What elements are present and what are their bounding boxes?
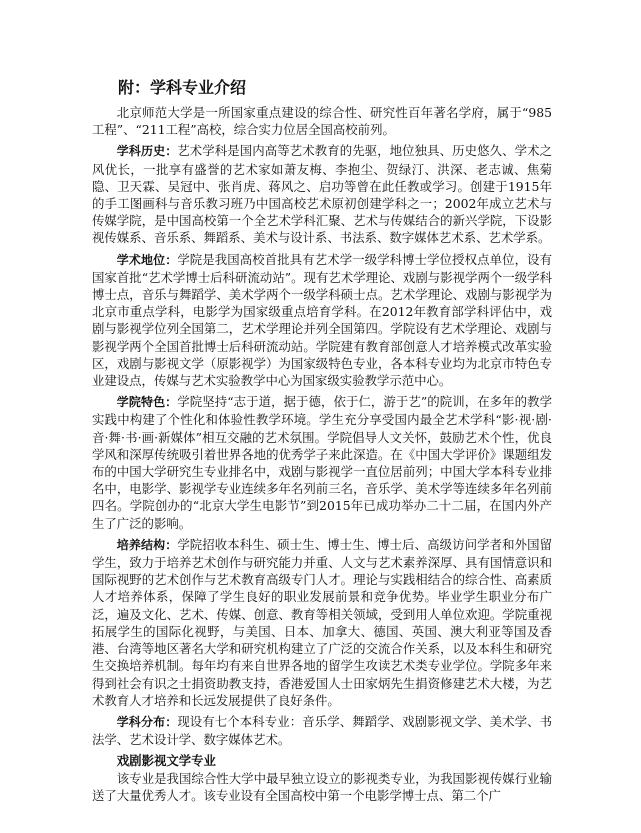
section-structure (92, 536, 552, 709)
document-body (92, 104, 552, 804)
section-text: 学院是我国高校首批具有艺术学一级学科博士学位授权点单位，设有国家首批“艺术学博士后科研流动站”。现有艺术学理论、戏剧与影视学两个一级学科博士点，音乐与舞蹈学、美术学两个一级学科硕士点。艺术学理论、戏剧与影视学为北京市重点学科，电影学为国家级重点培育学科。在2012年教育部学科评估中，戏剧与影视学位列全国第二，艺术学理论并列全国第四。学院设有艺术学理论、戏剧与影视学两个全国首批博士后科研流动站。学院建有教育部创意人才培养模式改革实验区，戏剧与影视文学（原影视学）为国家级特色专业，各本科专业均为北京市特色专业建设点，传媒与艺术实验教学中心为国家级实验教学示范中心。 (92, 251, 552, 389)
section-status (92, 251, 552, 390)
section-text: 学院招收本科生、硕士生、博士生、博士后、高级访问学者和外国留学生，致力于培养艺术创作与研究能力并重、人文与艺术素养深厚、具有国情意识和国际视野的艺术创作与艺术教育高级专门人才。理论与实践相结合的综合性、高素质人才培养体系，保障了学生良好的职业发展前景和竞争优势。毕业学生职业分布广泛，遍及文化、艺术、传媒、创意、教育等相关领域，受到用人单位欢迎。学院重视拓展学生的国际化视野，与美国、日本、加拿大、德国、英国、澳大利亚等国及香港、台湾等地区著名大学和研究机构建立了广泛的交流合作关系，以及本科生和研究生交换培养机制。每年均有来自世界各地的留学生攻读艺术类专业学位。学院多年来得到社会有识之士捐资助教支持，香港爱国人士田家炳先生捐资修建艺术大楼，为艺术教育人才培养和长远发展提供了良好条件。 (92, 536, 552, 708)
page-title: 附：学科专业介绍 (118, 78, 247, 97)
major-subheading: 戏剧影视文学专业 (116, 753, 216, 769)
section-text: 现设有七个本科专业：音乐学、舞蹈学、戏剧影视文学、美术学、书法学、艺术设计学、数字媒体艺术。 (92, 713, 552, 748)
section-lead: 学科分布： (116, 714, 178, 729)
section-lead: 培养结构： (116, 537, 178, 552)
section-text: 学院坚持“志于道，据于德，依于仁，游于艺”的院训，在多年的教学实践中构建了个性化和体验性教学环境。学生充分享受国内最全艺术学科“影·视·剧·音·舞·书·画·新媒体”相互交融的艺术氛围。学院倡导人文关怀，鼓励艺术个性，优良学风和深厚传统吸引着世界各地的优秀学子来此深造。在《中国大学评价》课题组发布的中国大学研究生专业排名中，戏剧与影视学一直位居前列；中国大学本科专业排名中，电影学、影视学专业连续多年名列前三名，音乐学、美术学等连续多年名列前四名。学院创办的“北京大学生电影节”到2015年已成功举办二十二届，在国内外产生了广泛的影响。 (92, 394, 552, 531)
intro-paragraph: 北京师范大学是一所国家重点建设的综合性、研究性百年著名学府，属于“985工程”、“211工程”高校，综合实力位居全国高校前列。 (92, 105, 552, 138)
section-features (92, 393, 552, 532)
closing-paragraph: 该专业是我国综合性大学中最早独立设立的影视类专业，为我国影视传媒行业输送了大量优秀人才。该专业设有全国高校中第一个电影学博士点、第二个广 (92, 770, 552, 803)
section-lead: 学院特色： (116, 395, 178, 410)
section-lead: 学术地位： (116, 252, 178, 267)
section-history (92, 142, 552, 246)
section-text: 艺术学科是国内高等艺术教育的先驱，地位独具、历史悠久、学术之风优长，一批享有盛誉的艺术家如萧友梅、李抱尘、贺绿汀、洪深、老志诚、焦菊隐、卫天霖、吴冠中、张肖虎、蒋风之、启功等曾在此任教或学习。创建于1915年的手工图画科与音乐教习班乃中国高校艺术原初创建学科之一；2002年成立艺术与传媒学院，是中国高校第一个全艺术学科汇聚、艺术与传媒结合的新兴学院，下设影视传媒系、音乐系、舞蹈系、美术与设计系、书法系、数字媒体艺术系、艺术学系。 (92, 143, 552, 246)
section-lead: 学科历史： (116, 144, 178, 159)
section-distribution (92, 713, 552, 748)
